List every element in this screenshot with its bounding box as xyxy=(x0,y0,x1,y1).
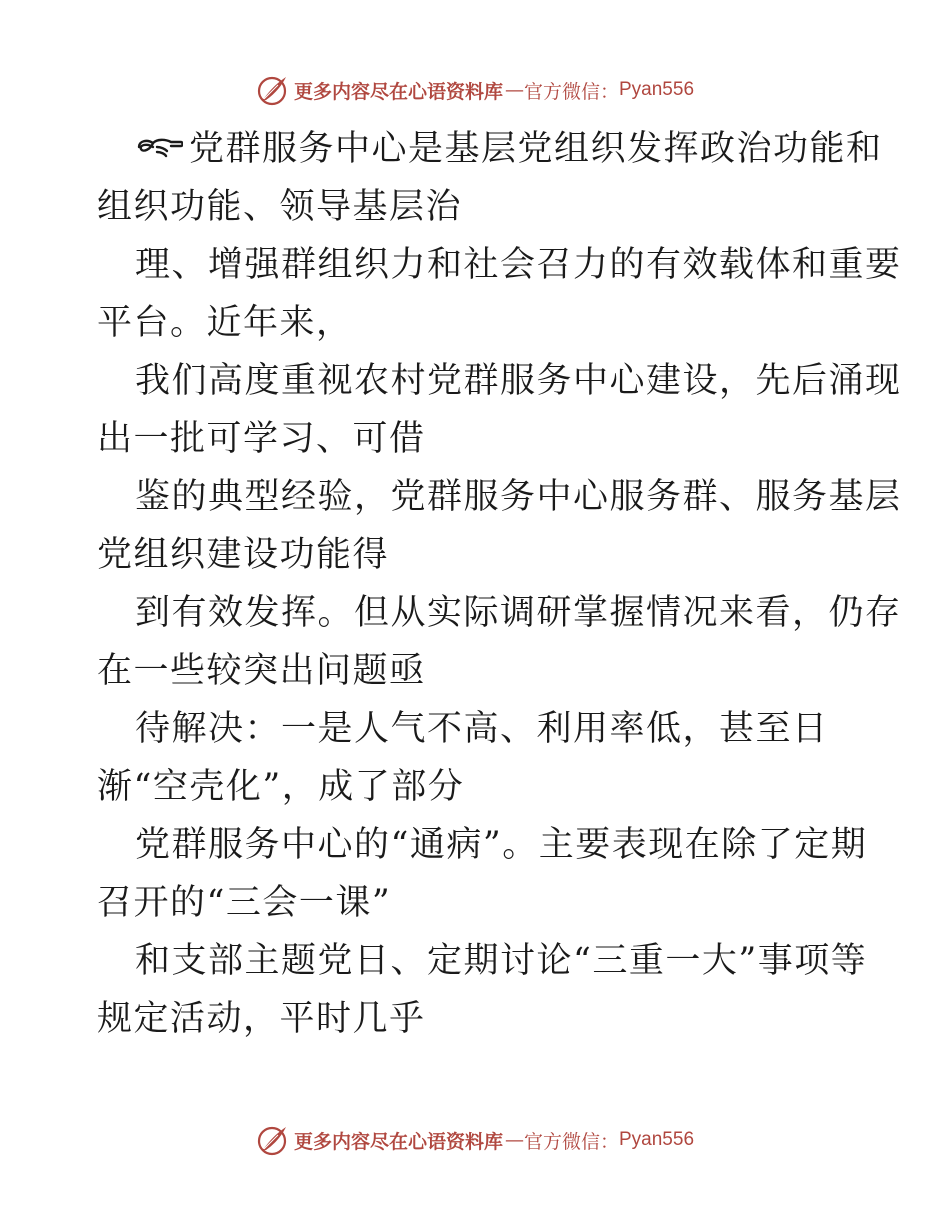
paragraph-line: 到有效发挥。但从实际调研掌握情况来看，仍存 xyxy=(135,593,902,633)
paragraph-line: 召开的“三会一课” xyxy=(97,883,392,923)
header-separator: — xyxy=(504,79,524,101)
paragraph-line: 在一些较突出问题亟 xyxy=(97,651,426,691)
line-text: 党群服务中心是基层党组织发挥政治功能和 xyxy=(189,129,883,169)
paragraph-line: 我们高度重视农村党群服务中心建设，先后涌现 xyxy=(135,361,902,401)
site-name: 更多内容尽在心语资料库 xyxy=(293,1130,503,1153)
quill-logo-icon xyxy=(256,1123,290,1157)
paragraph-line: 和支部主题党日、定期讨论“三重一大”事项等 xyxy=(135,941,868,981)
pointing-hand-icon xyxy=(135,133,183,163)
wechat-label: 官方微信： xyxy=(523,80,619,103)
site-name: 更多内容尽在心语资料库 xyxy=(293,80,503,103)
paragraph-line: 组织功能、领导基层治 xyxy=(97,187,463,227)
paragraph-line: 鉴的典型经验，党群服务中心服务群、服务基层 xyxy=(135,477,902,517)
footer-banner xyxy=(0,1118,950,1162)
header-banner xyxy=(0,68,950,112)
wechat-label: 官方微信： xyxy=(523,1130,619,1153)
paragraph-line: 出一批可学习、可借 xyxy=(97,419,426,459)
paragraph-line xyxy=(97,120,883,178)
paragraph-line: 待解决：一是人气不高、利用率低，甚至日 xyxy=(135,709,829,749)
quill-logo-icon xyxy=(256,73,290,107)
wechat-id: Pyan556 xyxy=(619,1129,695,1150)
paragraph-line: 理、增强群组织力和社会召力的有效载体和重要 xyxy=(135,245,902,285)
wechat-id: Pyan556 xyxy=(619,79,695,100)
paragraph-line: 党群服务中心的“通病”。主要表现在除了定期 xyxy=(135,825,868,865)
document-body xyxy=(97,120,902,1048)
paragraph-line: 党组织建设功能得 xyxy=(97,535,390,575)
footer-separator: — xyxy=(504,1129,524,1151)
paragraph-line: 规定活动，平时几乎 xyxy=(97,999,426,1039)
paragraph-line: 平台。近年来， xyxy=(97,303,353,343)
paragraph-line: 渐“空壳化”，成了部分 xyxy=(97,767,465,807)
